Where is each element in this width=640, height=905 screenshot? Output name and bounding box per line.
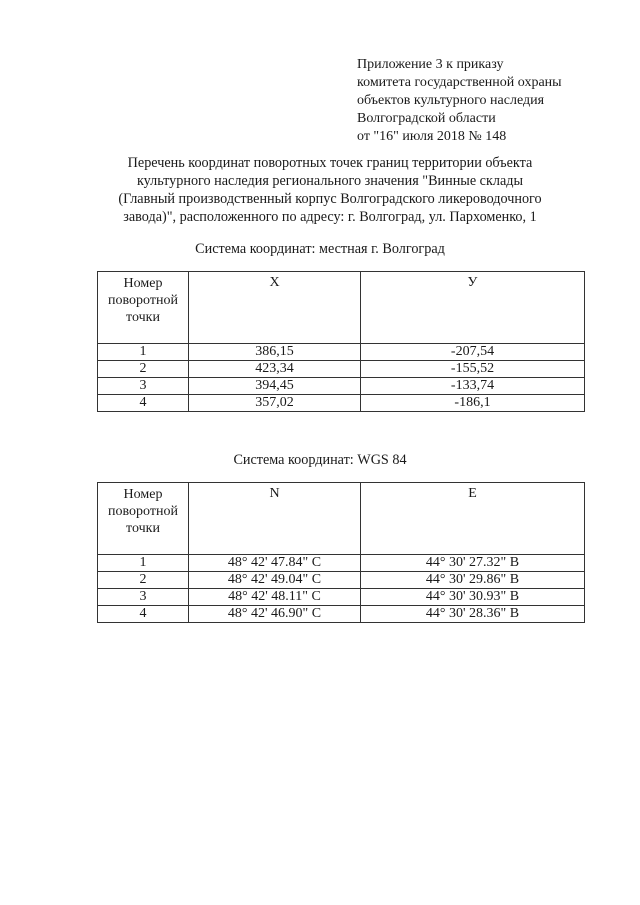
appendix-line: от "16" июля 2018 № 148 [357, 129, 507, 144]
cell-point-number: 1 [98, 344, 189, 361]
appendix-line: объектов культурного наследия [357, 93, 545, 108]
table-header-row [98, 272, 585, 344]
cell-y: -186,1 [361, 395, 585, 412]
cell-point-number: 1 [98, 555, 189, 572]
table-row [98, 589, 585, 606]
cell-point-number: 4 [98, 395, 189, 412]
cell-y: -133,74 [361, 378, 585, 395]
header-line: поворотной [108, 293, 178, 308]
cell-point-number: 2 [98, 572, 189, 589]
header-point-number [98, 272, 189, 344]
appendix-line: Волгоградской области [357, 111, 496, 126]
table-row [98, 361, 585, 378]
appendix-line: комитета государственной охраны [357, 75, 562, 90]
appendix-line: Приложение 3 к приказу [357, 57, 504, 72]
table-row [98, 378, 585, 395]
cell-point-number: 3 [98, 378, 189, 395]
table-row [98, 395, 585, 412]
local-system-caption: Система координат: местная г. Волгоград [195, 241, 445, 257]
cell-point-number: 4 [98, 606, 189, 623]
header-line: точки [126, 310, 160, 325]
header-n: N [189, 483, 361, 555]
cell-point-number: 2 [98, 361, 189, 378]
cell-y: -155,52 [361, 361, 585, 378]
header-line: Номер [123, 487, 163, 502]
cell-latitude: 48° 42' 49.04" С [189, 572, 361, 589]
cell-point-number: 3 [98, 589, 189, 606]
wgs-system-caption: Система координат: WGS 84 [233, 452, 407, 468]
table-header-row [98, 483, 585, 555]
cell-longitude: 44° 30' 30.93" В [361, 589, 585, 606]
cell-x: 357,02 [189, 395, 361, 412]
cell-x: 423,34 [189, 361, 361, 378]
table-row [98, 344, 585, 361]
header-y: У [361, 272, 585, 344]
title-line: завода)", расположенного по адресу: г. Волгоград, ул. Пархоменко, 1 [123, 209, 537, 225]
title-line: (Главный производственный корпус Волгоградского ликероводочного [118, 191, 542, 207]
table-row [98, 606, 585, 623]
table-row [98, 555, 585, 572]
local-coordinates-table [97, 271, 585, 412]
appendix-header [357, 56, 562, 146]
table-row [98, 572, 585, 589]
header-point-number [98, 483, 189, 555]
cell-latitude: 48° 42' 46.90" С [189, 606, 361, 623]
cell-x: 386,15 [189, 344, 361, 361]
cell-longitude: 44° 30' 28.36" В [361, 606, 585, 623]
cell-latitude: 48° 42' 48.11" С [189, 589, 361, 606]
cell-x: 394,45 [189, 378, 361, 395]
title-line: культурного наследия регионального значения "Винные склады [136, 173, 524, 189]
header-line: точки [126, 521, 160, 536]
header-x: Х [189, 272, 361, 344]
header-line: Номер [123, 276, 163, 291]
header-e: E [361, 483, 585, 555]
document-title [80, 154, 580, 226]
title-line: Перечень координат поворотных точек границ территории объекта [127, 155, 533, 171]
cell-y: -207,54 [361, 344, 585, 361]
cell-longitude: 44° 30' 27.32" В [361, 555, 585, 572]
header-line: поворотной [108, 504, 178, 519]
wgs-coordinates-table [97, 482, 585, 623]
cell-longitude: 44° 30' 29.86" В [361, 572, 585, 589]
cell-latitude: 48° 42' 47.84" С [189, 555, 361, 572]
